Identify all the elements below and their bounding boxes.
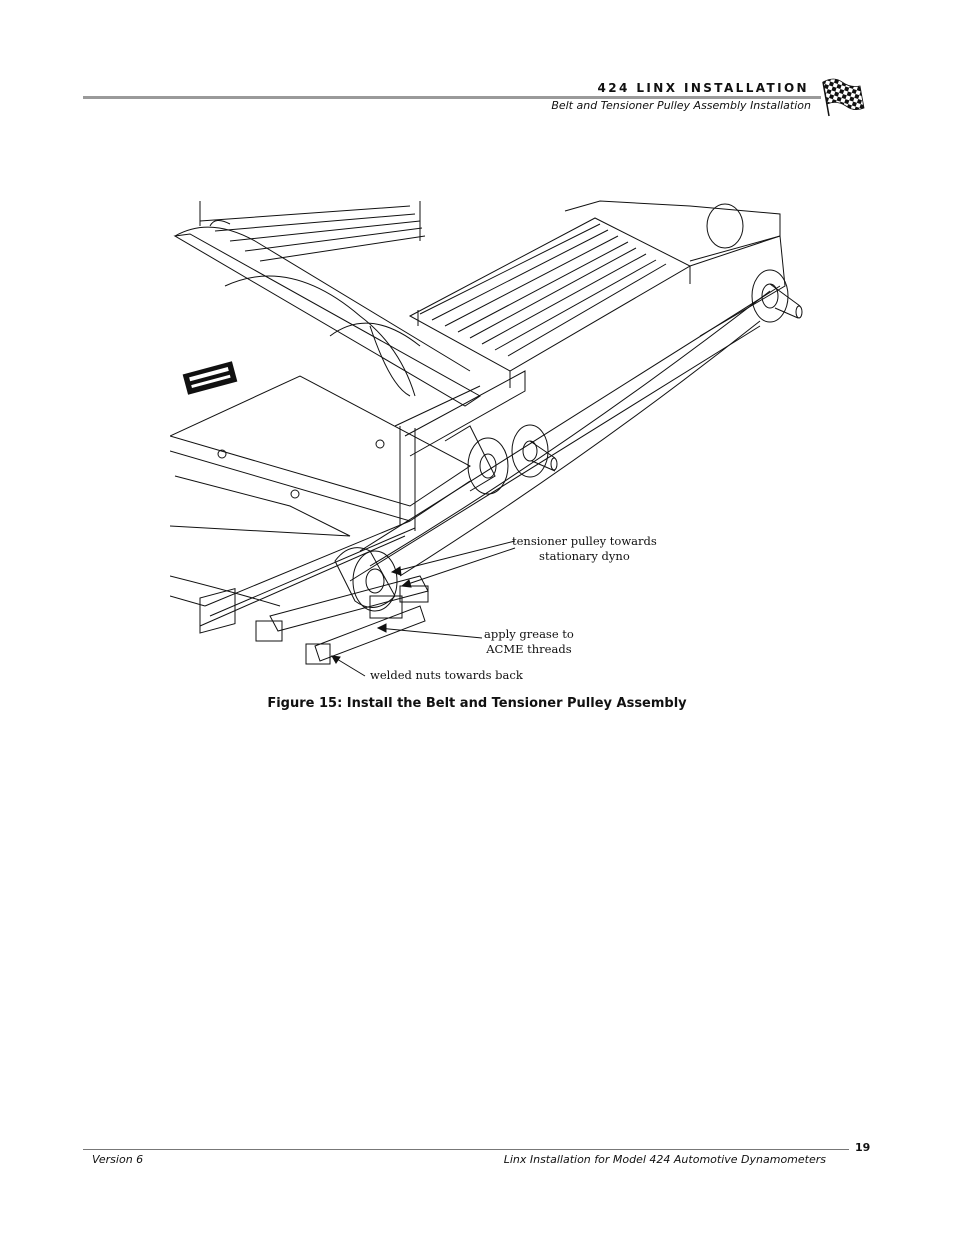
belt-tensioner-assembly-drawing xyxy=(170,196,810,696)
header-title: 424 LINX INSTALLATION xyxy=(597,81,809,95)
footer-version: Version 6 xyxy=(92,1153,144,1166)
figure-caption: Figure 15: Install the Belt and Tensioner Pulley Assembly xyxy=(267,696,687,711)
footer-doc-title: Linx Installation for Model 424 Automotive Dynamometers xyxy=(503,1153,826,1166)
page-number: 19 xyxy=(855,1141,871,1154)
callout-grease-line1: apply grease to xyxy=(484,627,574,641)
callout-tensioner-pulley xyxy=(512,534,657,564)
callout-welded-nuts: welded nuts towards back xyxy=(370,668,523,682)
callout-tensioner-line2: stationary dyno xyxy=(539,549,630,563)
footer-rule xyxy=(83,1149,849,1150)
callout-grease-line2: ACME threads xyxy=(486,642,572,656)
callout-tensioner-line1: tensioner pulley towards xyxy=(512,534,657,548)
callout-apply-grease xyxy=(484,627,574,657)
checkered-flag-icon xyxy=(820,74,866,118)
header-subtitle: Belt and Tensioner Pulley Assembly Installation xyxy=(551,99,811,112)
